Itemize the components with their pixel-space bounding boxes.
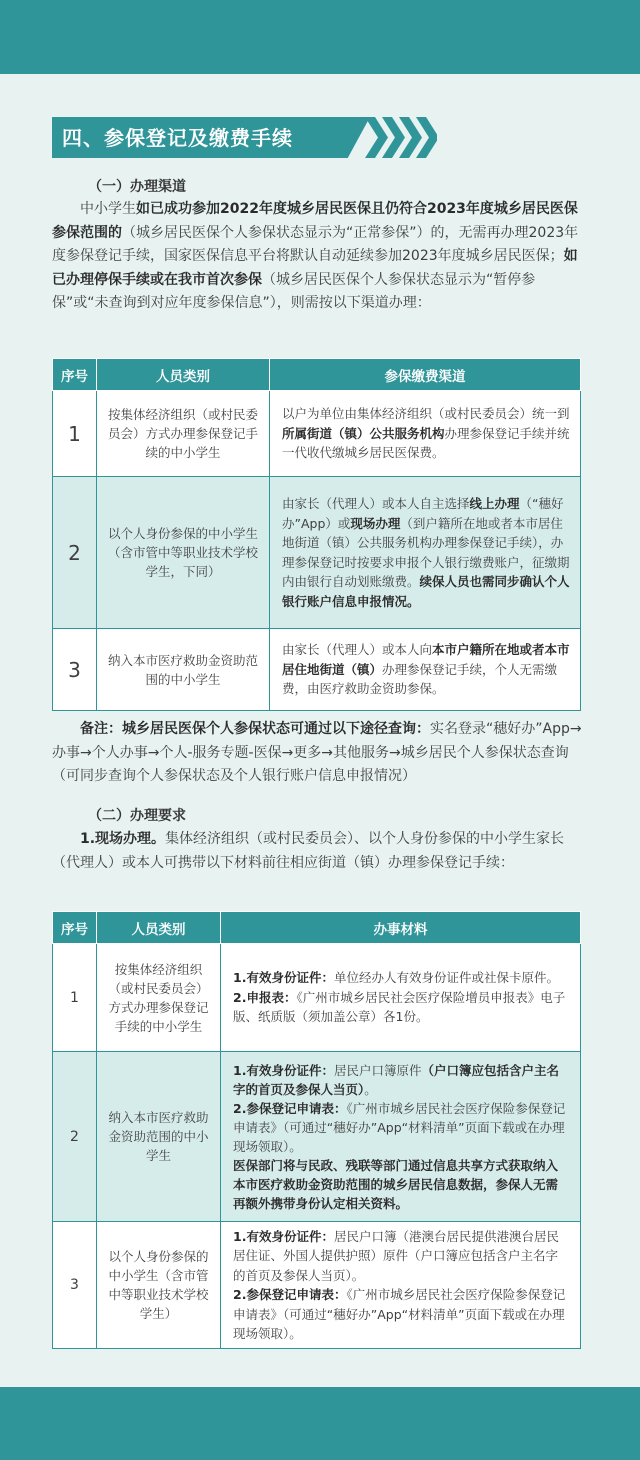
row-index: 3: [53, 629, 97, 711]
header-index: 序号: [53, 359, 97, 391]
row-category: 纳入本市医疗救助金资助范围的中小学生: [97, 1052, 221, 1222]
table-row: [53, 1222, 581, 1349]
bold-span: 医保部门将与民政、残联等部门通过信息共享方式获取纳入本市医疗救助金资助范围的城乡居民信息数据，参保人无需再额外携带身份认定相关资料。: [233, 1157, 559, 1211]
row-index: 2: [53, 477, 97, 629]
bottom-band: [0, 1387, 640, 1460]
row-channel: [270, 391, 581, 477]
table-header-row: [53, 359, 581, 391]
intro-part-2: 如已成功参加2022年度城乡居民医保且仍符合2023年度城乡居民医保参保范围的: [52, 201, 578, 241]
item-text: 居民户口簿（港澳台居民提供港澳台居民居住证、外国人提供护照）原件（户口簿应包括含户主名字的首页及参保人当页）。: [233, 1228, 559, 1283]
table-row: [53, 1052, 581, 1222]
row-materials: [221, 1052, 581, 1222]
item-label: 2.参保登记申请表：: [233, 1100, 347, 1116]
row-materials: [221, 1222, 581, 1349]
header-materials: 办事材料: [221, 912, 581, 944]
intro-part-3: （城乡居民医保个人参保状态显示为“正常参保”）的，无需再办理2023年度参保登记手续，国家医保信息平台将默认自动延续参加2023年度城乡居民医保；: [52, 224, 579, 264]
table-row: [53, 477, 581, 629]
material-item: [233, 968, 570, 988]
row-category: 以个人身份参保的中小学生（含市管中等职业技术学校学生，下同）: [97, 477, 270, 629]
table-header-row: [53, 912, 581, 944]
material-item: [233, 1285, 570, 1344]
row-channel: [270, 477, 581, 629]
item-text: 《广州市城乡居民社会医疗保险增员申报表》电子版、纸质版（须加盖公章）各1份。: [233, 989, 566, 1025]
row-category: 纳入本市医疗救助金资助范围的中小学生: [97, 629, 270, 711]
material-item: [233, 1099, 570, 1156]
row-index: 2: [53, 1052, 97, 1222]
item-text: 。: [364, 1081, 377, 1097]
item-text: 单位经办人有效身份证件或社保卡原件。: [333, 970, 559, 986]
header-index: 序号: [53, 912, 97, 944]
requirements-intro: [52, 828, 588, 875]
item-text: 居民户口簿原件: [333, 1062, 422, 1078]
item-text: 《广州市城乡居民社会医疗保险参保登记申请表》（可通过“穗好办”App“材料清单”页面下载或在办理现场领取）。: [233, 1100, 566, 1154]
bold-span: 本市户籍所在地或者本市居住地街道（镇）: [282, 642, 570, 677]
item-label: 1.有效身份证件：: [233, 970, 334, 986]
note: [52, 718, 588, 789]
stripes-decoration: [357, 117, 437, 158]
item-text: 《广州市城乡居民社会医疗保险参保登记申请表》（可通过“穗好办”App“材料清单”页面下载或在办理现场领取）。: [233, 1287, 566, 1341]
requirements-label: 1.现场办理。: [80, 831, 166, 847]
text-span: 办理参保登记手续并统一代收代缴城乡居民医保费。: [282, 425, 570, 461]
text-span: （到户籍所在地或者本市居住地街道（镇）公共服务机构办理参保登记手续），办理参保登记时按要求申报个人银行缴费账户，征缴期内由银行自动划账缴费。: [282, 515, 570, 589]
text-span: 由家长（代理人）或本人自主选择: [282, 496, 470, 511]
intro-part-4: 如已办理停保手续或在我市首次参保: [52, 248, 578, 288]
header-category: 人员类别: [97, 912, 221, 944]
row-index: 1: [53, 391, 97, 477]
item-label: 1.有效身份证件：: [233, 1228, 334, 1244]
note-text: 实名登录“穗好办”App→办事→个人办事→个人-服务专题-医保→更多→其他服务→城乡居民个人参保状态查询（可同步查询个人参保状态及个人银行账户信息申报情况）: [52, 721, 582, 784]
text-span: 由家长（代理人）或本人向: [282, 642, 433, 658]
bold-span: 现场办理: [350, 515, 401, 531]
row-category: 按集体经济组织（或村民委员会）方式办理参保登记手续的中小学生: [97, 391, 270, 477]
bold-span: 线上办理: [469, 496, 520, 511]
row-channel: [270, 629, 581, 711]
requirements-text: 集体经济组织（或村民委员会）、以个人身份参保的中小学生家长（代理人）或本人可携带以下材料前往相应街道（镇）办理参保登记手续：: [52, 831, 565, 871]
material-item: [233, 988, 570, 1027]
top-band: [0, 0, 640, 74]
row-materials: [221, 944, 581, 1052]
header-channel: 参保缴费渠道: [270, 359, 581, 391]
row-category: 以个人身份参保的中小学生（含市管中等职业技术学校学生）: [97, 1222, 221, 1349]
table-row: [53, 391, 581, 477]
material-item: [233, 1061, 570, 1099]
item-label: 2.参保登记申请表：: [233, 1287, 347, 1302]
row-index: 1: [53, 944, 97, 1052]
bold-span: 续保人员也需同步确认个人银行账户信息申报情况。: [282, 574, 570, 609]
intro-part-1: 中小学生: [80, 201, 136, 217]
material-item: [233, 1156, 570, 1213]
material-item: [233, 1227, 570, 1286]
section-title: 四、参保登记及缴费手续: [62, 126, 293, 150]
text-span: （“穗好办”App）或: [282, 496, 564, 531]
table-row: [53, 944, 581, 1052]
channels-intro: [52, 198, 588, 316]
row-category: 按集体经济组织（或村民委员会）方式办理参保登记手续的中小学生: [97, 944, 221, 1052]
text-span: 以户为单位由集体经济组织（或村民委员会）统一到: [282, 406, 570, 422]
text-span: 办理参保登记手续，个人无需缴费，由医疗救助金资助参保。: [282, 661, 558, 697]
item-label: 2.申报表：: [233, 989, 297, 1005]
bold-span: 所属街道（镇）公共服务机构: [282, 425, 445, 441]
requirements-subtitle: （二）办理要求: [88, 808, 186, 824]
channels-table: [52, 358, 581, 711]
channels-subtitle: （一）办理渠道: [88, 179, 186, 195]
header-category: 人员类别: [97, 359, 270, 391]
bold-span: （户口簿应包括含户主名字的首页及参保人当页）: [233, 1062, 559, 1097]
section-header: [52, 117, 432, 158]
row-index: 3: [53, 1222, 97, 1349]
materials-table: [52, 911, 581, 1349]
table-row: [53, 629, 581, 711]
item-label: 1.有效身份证件：: [233, 1062, 334, 1078]
intro-part-5: （城乡居民医保个人参保状态显示为“暂停参保”或“未查询到对应年度参保信息”），则需按以下渠道办理：: [52, 271, 536, 311]
note-label: 备注：城乡居民医保个人参保状态可通过以下途径查询：: [80, 721, 430, 737]
